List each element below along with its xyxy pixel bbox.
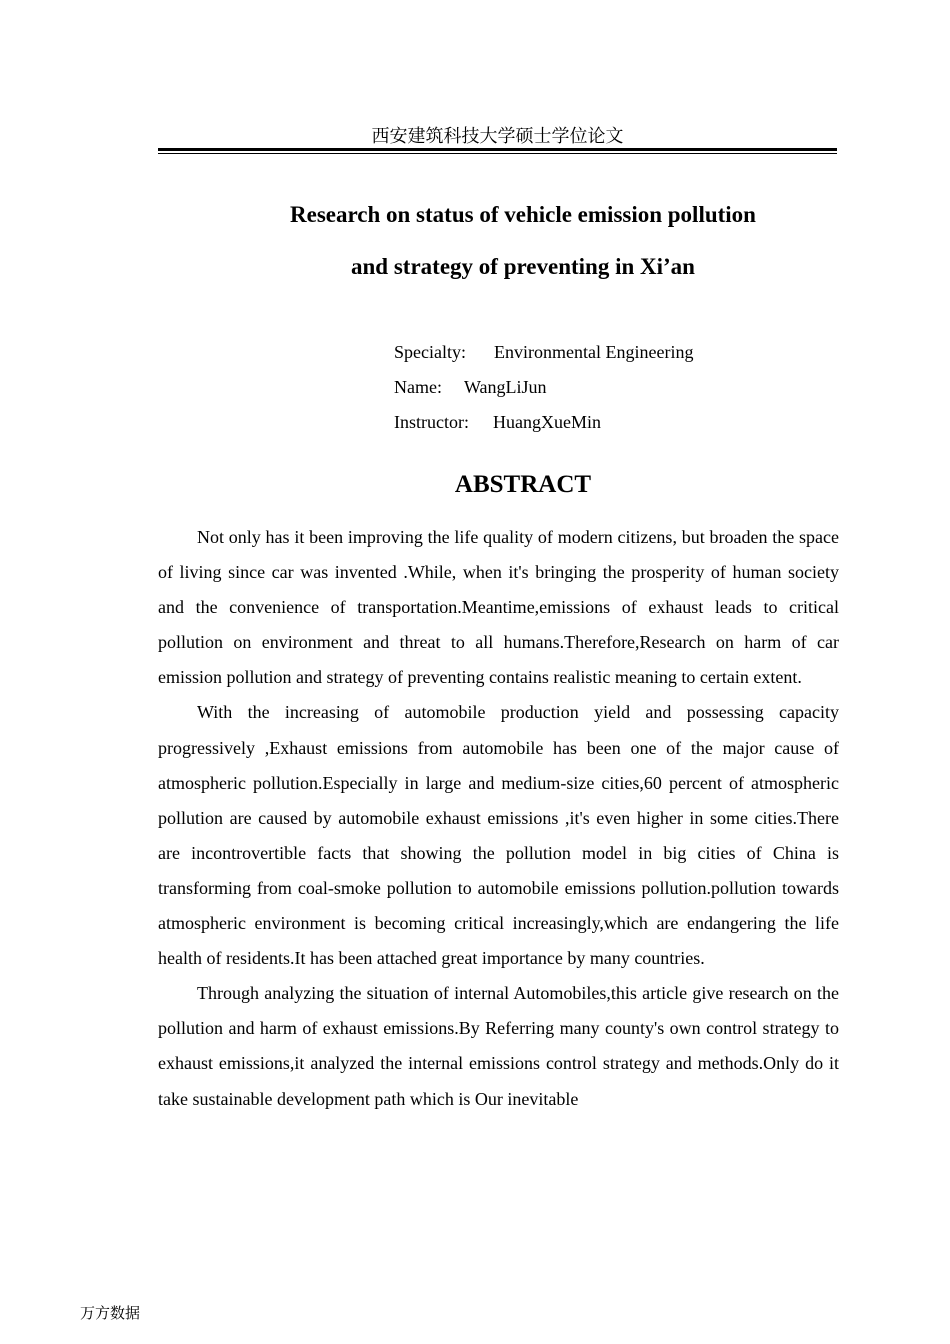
thesis-title-line-1: Research on status of vehicle emission pollution <box>290 202 756 227</box>
specialty-row <box>394 340 693 364</box>
specialty-value: Environmental Engineering <box>494 342 694 362</box>
instructor-label: Instructor: <box>394 412 469 432</box>
abstract-paragraph: Through analyzing the situation of internal Automobiles,this article give research on the pollution and harm of exhaust emissions.By Referring many county's own control strategy to exhaust emissions,it analyzed the internal emissions control strategy and methods.Only do it take sustainable development path which is Our inevitable <box>158 983 839 1109</box>
abstract-body <box>158 520 839 1116</box>
running-header: 西安建筑科技大学硕士学位论文 <box>371 126 624 146</box>
name-row <box>394 375 547 399</box>
source-watermark: 万方数据 <box>80 1304 141 1322</box>
instructor-row <box>394 410 601 434</box>
abstract-paragraph: With the increasing of automobile production yield and possessing capacity progressively ,Exhaust emissions from automobile has been one of the major cause of atmospheric pollution.Especially in large and medium-size cities,60 percent of atmospheric pollution are caused by automobile exhaust emissions ,it's even higher in some cities.There are incontrovertible facts that showing the pollution model in big cities of China is transforming from coal-smoke pollution to automobile emissions pollution.pollution towards atmospheric environment is becoming critical increasingly,which are endangering the life health of residents.It has been attached great importance by many countries. <box>158 702 839 969</box>
specialty-label: Specialty: <box>394 342 466 362</box>
instructor-value: HuangXueMin <box>493 412 601 432</box>
thesis-title-line-2: and strategy of preventing in Xi’an <box>351 254 695 279</box>
abstract-paragraph: Not only has it been improving the life quality of modern citizens, but broaden the space of living since car was invented .While, when it's bringing the prosperity of human society and the convenience of transportation.Meantime,emissions of exhaust leads to critical pollution on environment and threat to all humans.Therefore,Research on harm of car emission pollution and strategy of preventing contains realistic meaning to certain extent. <box>158 527 839 688</box>
name-value: WangLiJun <box>464 377 547 397</box>
name-label: Name: <box>394 377 442 397</box>
header-rule-thick <box>158 148 837 151</box>
abstract-heading: ABSTRACT <box>454 471 592 498</box>
header-rule-thin <box>158 153 837 154</box>
